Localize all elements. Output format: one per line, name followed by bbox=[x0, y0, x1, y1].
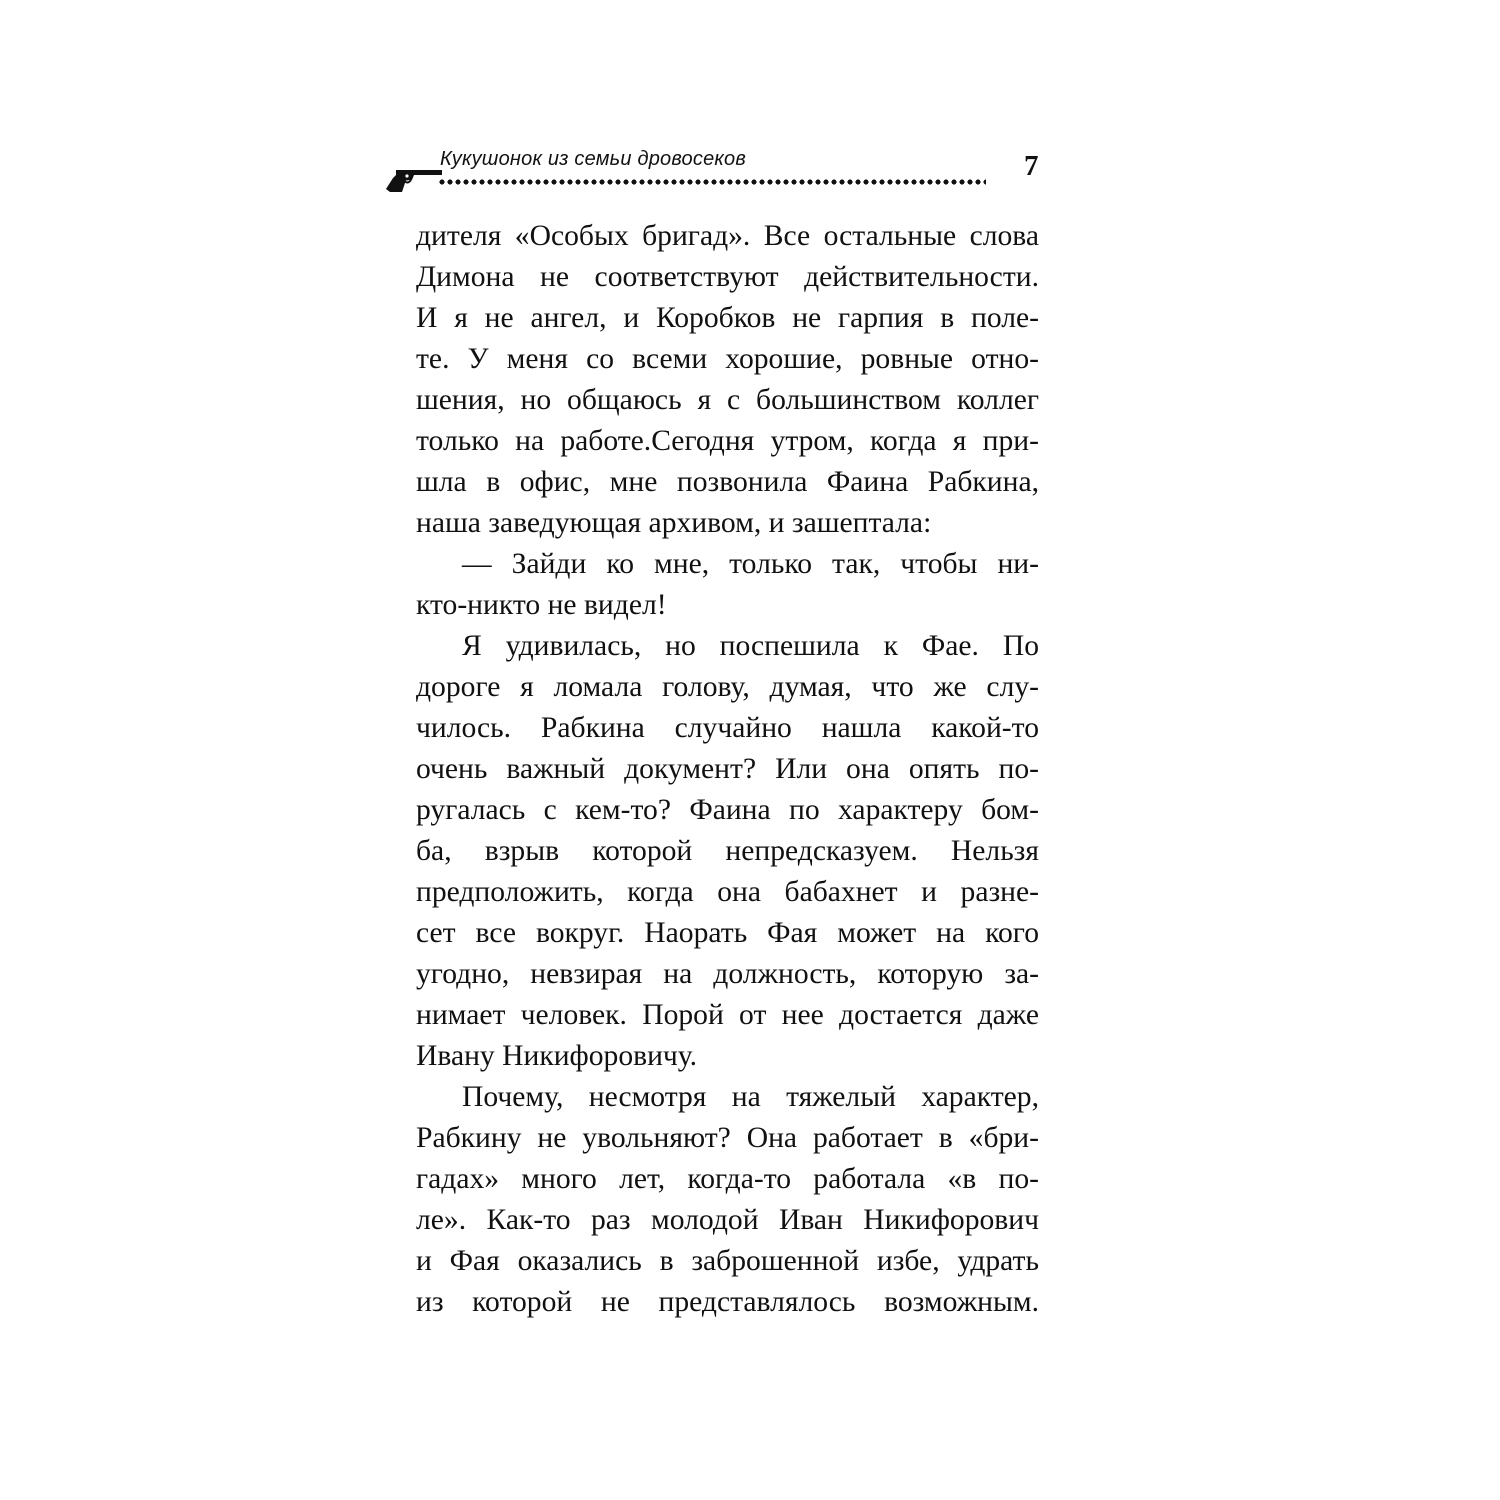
body-text bbox=[416, 216, 1039, 1323]
text-line: и Фая оказались в заброшенной избе, удрать bbox=[416, 1245, 1039, 1277]
text-line: кто-никто не видел! bbox=[416, 589, 667, 621]
text-line: ругалась с кем-то? Фаина по характеру бом- bbox=[416, 794, 1039, 826]
text-line: дителя «Особых бригад». Все остальные слова bbox=[416, 220, 1039, 252]
text-line: из которой не представлялось возможным. bbox=[416, 1286, 1039, 1318]
text-line: ле». Как-то раз молодой Иван Никифорович bbox=[416, 1204, 1039, 1236]
text-line: ба, взрыв которой непредсказуем. Нельзя bbox=[416, 835, 1039, 867]
text-line: шения, но общаюсь я с большинством коллег bbox=[416, 384, 1039, 416]
running-header-title: Кукушонок из семьи дровосеков bbox=[440, 148, 746, 170]
text-line: предположить, когда она бабахнет и разне- bbox=[416, 876, 1039, 908]
text-line: шла в офис, мне позвонила Фаина Рабкина, bbox=[416, 466, 1039, 498]
text-line: Димона не соответствуют действительности. bbox=[416, 261, 1039, 293]
page-number: 7 bbox=[1024, 150, 1039, 182]
text-line: очень важный документ? Или она опять по- bbox=[416, 753, 1039, 785]
text-line: чилось. Рабкина случайно нашла какой-то bbox=[416, 712, 1039, 744]
text-line: — Зайди ко мне, только так, чтобы ни- bbox=[462, 548, 1039, 580]
text-line: И я не ангел, и Коробков не гарпия в поле- bbox=[416, 302, 1039, 334]
text-line: сет все вокруг. Наорать Фая может на кого bbox=[416, 917, 1039, 949]
dotted-leader bbox=[438, 178, 986, 186]
text-line: угодно, невзирая на должность, которую за- bbox=[416, 958, 1039, 990]
revolver-icon bbox=[384, 166, 444, 196]
text-line: Я удивилась, но поспешила к Фае. По bbox=[462, 630, 1039, 662]
running-header bbox=[384, 140, 1044, 200]
text-line: Рабкину не увольняют? Она работает в «бри- bbox=[416, 1122, 1039, 1154]
text-line: гадах» много лет, когда-то работала «в по- bbox=[416, 1163, 1039, 1195]
text-line: наша заведующая архивом, и зашептала: bbox=[416, 507, 932, 539]
text-line: дороге я ломала голову, думая, что же слу- bbox=[416, 671, 1039, 703]
text-line: Ивану Никифоровичу. bbox=[416, 1040, 698, 1072]
text-line: Почему, несмотря на тяжелый характер, bbox=[462, 1081, 1039, 1113]
text-line: те. У меня со всеми хорошие, ровные отно- bbox=[416, 343, 1039, 375]
text-line: только на работе.Сегодня утром, когда я при- bbox=[416, 425, 1039, 457]
text-line: нимает человек. Порой от нее достается даже bbox=[416, 999, 1039, 1031]
